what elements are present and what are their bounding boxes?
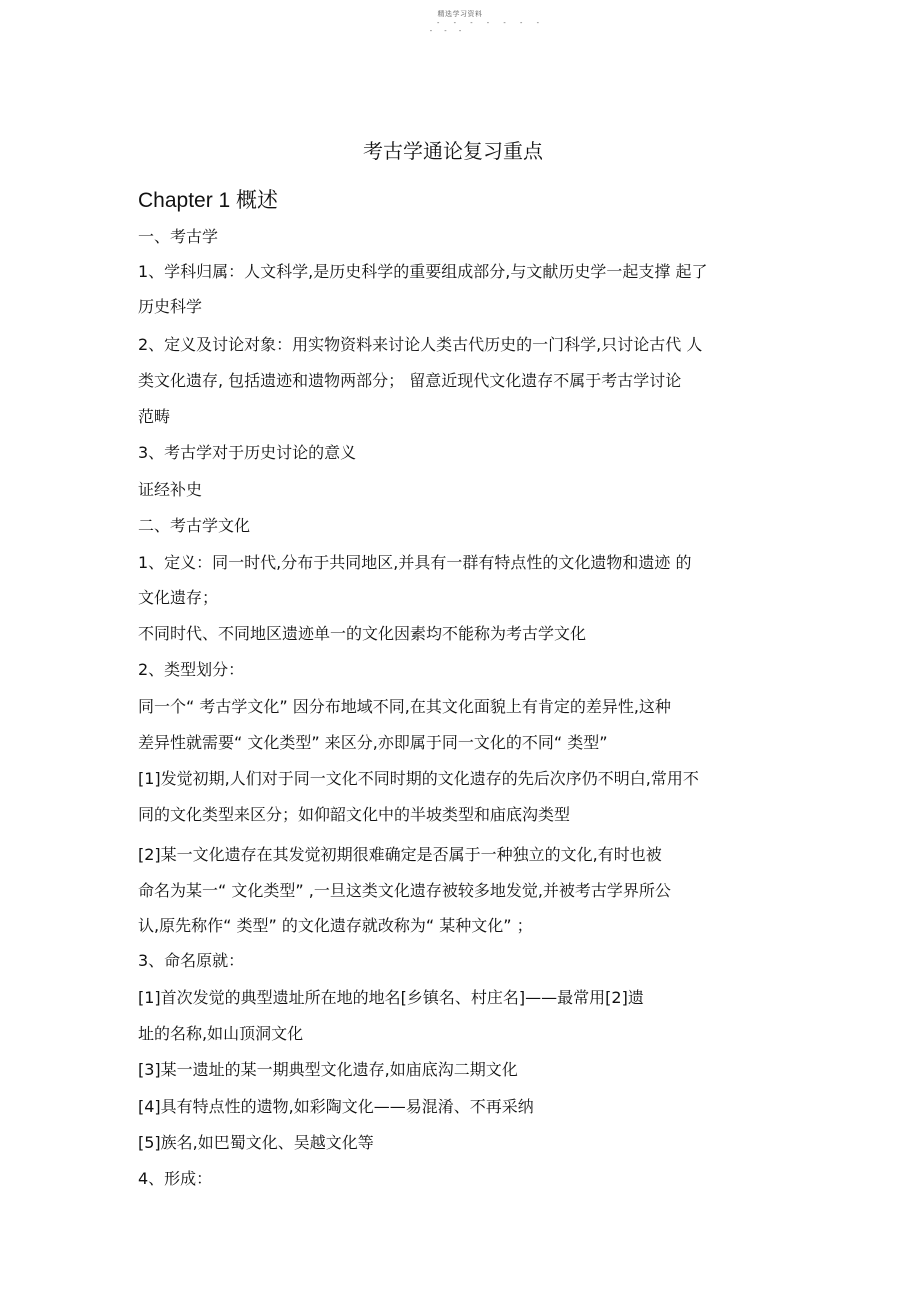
body-line: [2]某一文化遗存在其发觉初期很难确定是否属于一种独立的文化,有时也被 bbox=[138, 845, 662, 864]
body-line: 不同时代、不同地区遗迹单一的文化因素均不能称为考古学文化 bbox=[138, 624, 587, 643]
body-line: 3、命名原就： bbox=[138, 951, 245, 970]
watermark-dashes: - - - - - - - bbox=[437, 19, 545, 27]
body-line: 同的文化类型来区分；如仰韶文化中的半坡类型和庙底沟类型 bbox=[138, 805, 571, 824]
body-line: 同一个“ 考古学文化” 因分布地域不同,在其文化面貌上有肯定的差异性,这种 bbox=[138, 697, 671, 716]
body-line: 文化遗存； bbox=[138, 588, 219, 607]
body-line: [4]具有特点性的遗物,如彩陶文化——易混淆、不再采纳 bbox=[138, 1097, 534, 1116]
section-heading: 一、考古学 bbox=[138, 227, 219, 246]
body-line: [1]发觉初期,人们对于同一文化不同时期的文化遗存的先后次序仍不明白,常用不 bbox=[138, 769, 699, 788]
body-line: [3]某一遗址的某一期典型文化遗存,如庙底沟二期文化 bbox=[138, 1060, 518, 1079]
watermark-dashes-short: - - - bbox=[429, 27, 467, 35]
body-line: 3、考古学对于历史讨论的意义 bbox=[138, 443, 357, 462]
section-heading: 二、考古学文化 bbox=[138, 516, 251, 535]
page-title: 考古学通论复习重点 bbox=[363, 139, 543, 163]
body-line: 1、定义：同一时代,分布于共同地区,并具有一群有特点性的文化遗物和遗迹 的 bbox=[138, 553, 692, 572]
body-line: 2、定义及讨论对象：用实物资料来讨论人类古代历史的一门科学,只讨论古代 人 bbox=[138, 335, 703, 354]
body-line: 命名为某一“ 文化类型” ,一旦这类文化遗存被较多地发觉,并被考古学界所公 bbox=[138, 881, 671, 900]
body-line: 类文化遗存, 包括遗迹和遗物两部分； 留意近现代文化遗存不属于考古学讨论 bbox=[138, 371, 682, 390]
body-line: 1、学科归属：人文科学,是历史科学的重要组成部分,与文献历史学一起支撑 起了 bbox=[138, 262, 708, 281]
body-line: 历史科学 bbox=[138, 297, 203, 316]
body-line: [5]族名,如巴蜀文化、吴越文化等 bbox=[138, 1133, 374, 1152]
body-line: [1]首次发觉的典型遗址所在地的地名[乡镇名、村庄名]——最常用[2]遗 bbox=[138, 988, 644, 1007]
watermark-text: 精选学习资料 bbox=[437, 10, 483, 18]
body-line: 差异性就需要“ 文化类型” 来区分,亦即属于同一文化的不同“ 类型” bbox=[138, 733, 608, 752]
body-line: 2、类型划分： bbox=[138, 660, 245, 679]
chapter-heading: Chapter 1 概述 bbox=[138, 189, 279, 212]
body-line: 4、形成： bbox=[138, 1169, 213, 1188]
body-line: 证经补史 bbox=[138, 480, 203, 499]
body-line: 范畴 bbox=[138, 407, 171, 426]
body-line: 址的名称,如山顶洞文化 bbox=[138, 1024, 304, 1043]
body-line: 认,原先称作“ 类型” 的文化遗存就改称为“ 某种文化” ； bbox=[138, 916, 533, 935]
